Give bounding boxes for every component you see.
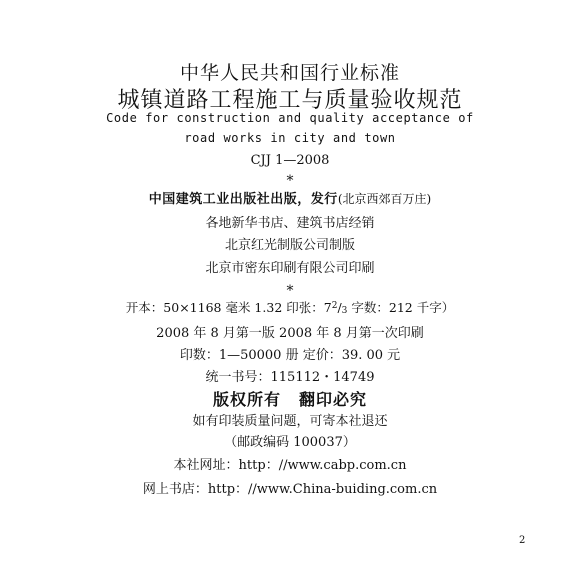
copyright-notice: [0, 392, 580, 408]
publisher-address: (北京西郊百万庄): [337, 192, 432, 206]
standard-category: 中华人民共和国行业标准: [179, 62, 400, 84]
book-specs: [0, 302, 580, 316]
publisher-line: [0, 193, 580, 206]
edition-info: 2008 年 8 月第一版 2008 年 8 月第一次印刷: [156, 326, 424, 341]
page-number: 2: [519, 535, 526, 546]
print-run-price: 印数：1—50000 册 定价：39. 00 元: [179, 348, 401, 363]
publisher-website: 本社网址：http：//www.cabp.com.cn: [173, 458, 407, 473]
sheets-denominator: 3: [341, 306, 348, 316]
english-title-line-1: Code for construction and quality acceptance of: [106, 111, 474, 125]
rights-reserved: 版权所有: [212, 390, 281, 409]
typesetter: 北京红光制版公司制版: [224, 238, 355, 253]
online-bookstore: 网上书店：http：//www.China-buiding.com.cn: [142, 482, 438, 497]
english-title-line-2: road works in city and town: [184, 131, 396, 145]
unified-book-number: 统一书号：115112・14749: [205, 370, 375, 385]
document-title: 城镇道路工程施工与质量验收规范: [117, 88, 463, 113]
return-note: 如有印装质量问题，可寄本社退还: [192, 414, 388, 429]
publisher-name: 中国建筑工业出版社出版，发行: [148, 192, 338, 207]
sheets-numerator: 2: [331, 301, 338, 311]
separator-star: *: [286, 173, 294, 189]
word-count: 字数：212 千字）: [347, 300, 455, 315]
separator-star: *: [286, 283, 294, 299]
postcode: （邮政编码 100037）: [224, 435, 356, 450]
standard-code: CJJ 1—2008: [250, 153, 330, 168]
reprint-prohibited: 翻印必究: [299, 390, 368, 409]
printer: 北京市密东印刷有限公司印刷: [205, 261, 375, 276]
distributors: 各地新华书店、建筑书店经销: [205, 216, 375, 231]
format-text: 开本：50×1168 毫米 1.32 印张：7: [125, 300, 332, 315]
sheets-slash: /: [337, 300, 342, 315]
